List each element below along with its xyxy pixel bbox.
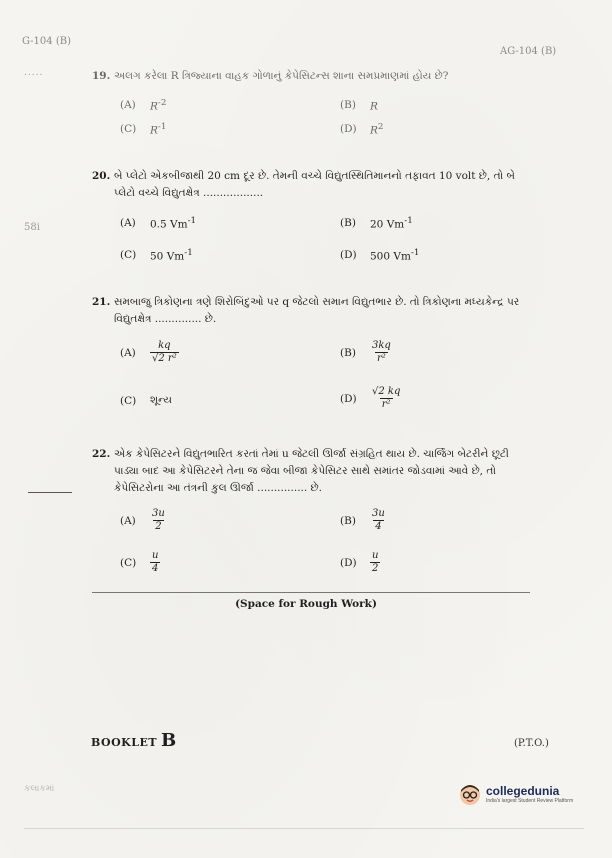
option-fraction	[370, 550, 380, 575]
margin-line	[28, 492, 72, 493]
logo-name: collegedunia	[486, 784, 560, 798]
fraction-denominator: 4	[152, 563, 159, 574]
option-label: (B)	[340, 514, 356, 527]
question-20	[92, 168, 532, 202]
q22-option-a	[120, 508, 167, 533]
q19-option-c	[120, 122, 166, 137]
option-base: R	[150, 124, 158, 137]
booklet-text: BOOKLET	[91, 736, 158, 749]
option-fraction	[370, 386, 402, 411]
q19-option-b	[340, 98, 378, 113]
mascot-icon	[458, 782, 482, 806]
option-exponent: -1	[404, 216, 413, 226]
q21-option-a	[120, 340, 179, 365]
option-fraction	[370, 340, 393, 365]
q20-option-b	[340, 216, 413, 231]
option-value: શૂન્ય	[150, 394, 172, 406]
option-label: (C)	[120, 556, 137, 569]
question-number: 22.	[92, 448, 111, 460]
option-fraction	[150, 340, 179, 365]
option-value: 500 Vm	[370, 250, 411, 263]
option-label: (B)	[340, 217, 356, 230]
question-text: એક કેપેસિટરને વિદ્યુતભારિત કરતાં તેમાં u જેટલી ઊર્જા સંગ્રહિત થાય છે. ચાર્જિંગ બેટરીને છૂટી પાડ્યા બાદ આ કેપેસિટરને તેના જ જેવા બીજા કેપેસિટર સાથે સમાંતર જોડવામાં આવે છે, તો કેપેસિટરોના આ તંત્રની કુલ ઊર્જા ............... છે.	[114, 448, 509, 494]
question-text: સમબાજુ ત્રિકોણના ત્રણે શિરોબિંદુઓ પર q જેટલો સમાન વિદ્યુતભાર છે. તો ત્રિકોણના મધ્યકેન્દ્ર પર વિદ્યુતક્ષેત્ર .............. છે.	[114, 296, 520, 325]
fraction-numerator: kq	[158, 340, 171, 351]
option-exponent: -2	[157, 98, 167, 108]
q21-option-b	[340, 340, 393, 365]
fraction-numerator: 3u	[372, 508, 385, 519]
option-exponent: -1	[410, 248, 420, 258]
q22-option-d	[340, 550, 380, 575]
option-label: (C)	[120, 123, 137, 136]
q22-option-c	[120, 550, 160, 575]
q20-option-c	[120, 248, 193, 263]
option-exponent: -1	[184, 248, 193, 258]
option-exponent: -1	[187, 216, 197, 226]
q20-option-a	[120, 216, 196, 231]
fraction-numerator: √2 kq	[372, 386, 401, 397]
q21-option-c	[120, 394, 172, 407]
option-label: (B)	[340, 346, 356, 359]
logo-tagline: India's largest Student Review Platform	[486, 798, 574, 804]
option-label: (A)	[120, 99, 136, 112]
option-label: (D)	[340, 123, 357, 136]
option-value: 20 Vm	[370, 218, 405, 231]
logo-brand	[486, 784, 573, 804]
q22-option-b	[340, 508, 387, 533]
fraction-denominator: 2	[372, 563, 379, 574]
question-number: 19.	[92, 70, 111, 82]
option-exponent: 2	[377, 122, 384, 132]
option-base: R	[370, 100, 378, 113]
option-value: 50 Vm	[150, 250, 185, 263]
header-code-left: G-104 (B)	[22, 36, 71, 47]
option-label: (A)	[120, 217, 136, 230]
option-fraction	[150, 508, 167, 533]
fraction-numerator: u	[152, 550, 159, 561]
collegedunia-logo	[458, 782, 573, 806]
margin-number: 58i	[24, 222, 40, 233]
option-fraction	[150, 550, 160, 575]
booklet-label	[91, 730, 177, 751]
margin-dots: .....	[24, 68, 44, 78]
question-number: 21.	[92, 296, 111, 308]
question-text: અલગ કરેલા R ત્રિજ્યાના વાહક ગોળાનું કેપેસિટન્સ શાના સમપ્રમાણમાં હોય છે?	[114, 70, 449, 82]
fraction-denominator: 2	[155, 521, 162, 532]
option-label: (D)	[340, 249, 357, 262]
booklet-letter: B	[161, 730, 177, 751]
question-19	[92, 68, 532, 85]
option-label: (D)	[340, 556, 357, 569]
option-label: (A)	[120, 514, 136, 527]
option-value: 0.5 Vm	[150, 218, 188, 231]
bottom-divider	[24, 828, 584, 829]
fraction-numerator: 3kq	[372, 340, 391, 351]
question-22	[92, 446, 532, 497]
q20-option-d	[340, 248, 419, 263]
option-fraction	[370, 508, 387, 533]
fraction-denominator: 4	[375, 521, 382, 532]
option-base: R	[150, 100, 158, 113]
option-label: (A)	[120, 346, 136, 359]
option-label: (C)	[120, 394, 137, 407]
q19-option-a	[120, 98, 166, 113]
rough-work-label: (Space for Rough Work)	[235, 598, 377, 610]
option-label: (C)	[120, 249, 137, 262]
question-text: બે પ્લેટો એકબીજાથી 20 cm દૂર છે. તેમની વચ્ચે વિદ્યુતસ્થિતિમાનનો તફાવત 10 volt છે, તો બે પ્લેટો વચ્ચે વિદ્યુતક્ષેત્ર ..................	[114, 170, 515, 199]
pto-label: (P.T.O.)	[514, 738, 549, 749]
option-label: (D)	[340, 392, 357, 405]
faint-bleed-text: કલાકમાં	[24, 784, 55, 794]
fraction-denominator: √2 r²	[152, 353, 177, 364]
fraction-numerator: 3u	[152, 508, 165, 519]
option-base: R	[370, 124, 378, 137]
fraction-denominator: r²	[377, 353, 386, 364]
question-21	[92, 294, 532, 328]
rough-work-divider	[92, 592, 530, 593]
fraction-denominator: r²	[381, 399, 391, 410]
question-number: 20.	[92, 170, 111, 182]
header-code-right: AG-104 (B)	[500, 46, 557, 57]
q19-option-d	[340, 122, 383, 137]
fraction-numerator: u	[372, 550, 379, 561]
option-label: (B)	[340, 99, 356, 112]
option-exponent: -1	[157, 122, 167, 132]
q21-option-d	[340, 386, 402, 411]
